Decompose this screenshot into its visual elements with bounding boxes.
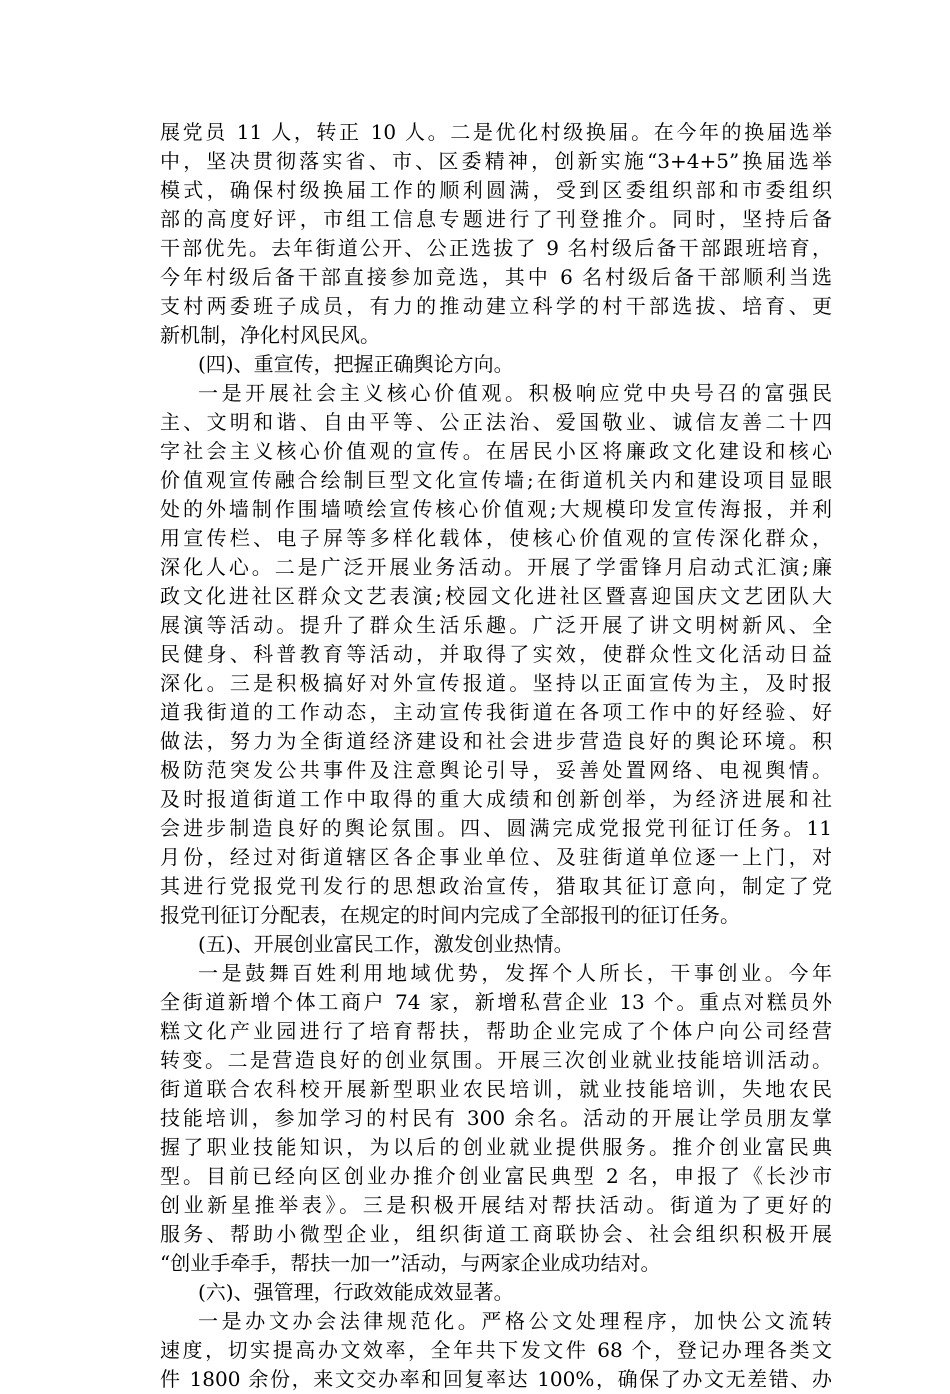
text-line: 握了职业技能知识，为以后的创业就业提供服务。推介创业富民典 bbox=[160, 1135, 832, 1159]
text-line: 型。目前已经向区创业办推介创业富民典型 2 名，申报了《长沙市 bbox=[160, 1164, 832, 1188]
text-line: 街道联合农科校开展新型职业农民培训，就业技能培训，失地农民 bbox=[160, 1077, 832, 1101]
section-heading: (四)、重宣传，把握正确舆论方向。 bbox=[198, 352, 514, 376]
text-line: 及时报道街道工作中取得的重大成绩和创新创举，为经济进展和社 bbox=[160, 787, 832, 811]
text-line: 处的外墙制作围墙喷绘宣传核心价值观;大规模印发宣传海报，并利 bbox=[160, 497, 832, 521]
text-line: 模式，确保村级换届工作的顺利圆满，受到区委组织部和市委组织 bbox=[160, 178, 832, 202]
text-line: 服务、帮助小微型企业，组织街道工商联协会、社会组织积极开展 bbox=[160, 1222, 832, 1246]
text-line: 其进行党报党刊发行的思想政治宣传，猎取其征订意向，制定了党 bbox=[160, 874, 832, 898]
text-line: 一是办文办会法律规范化。严格公文处理程序，加快公文流转 bbox=[198, 1309, 832, 1333]
text-line: 展党员 11 人，转正 10 人。二是优化村级换届。在今年的换届选举 bbox=[160, 120, 832, 144]
text-line: 创业新星推举表》。三是积极开展结对帮扶活动。街道为了更好的 bbox=[160, 1193, 832, 1217]
text-line: 字社会主义核心价值观的宣传。在居民小区将廉政文化建设和核心 bbox=[160, 439, 832, 463]
text-line: 一是开展社会主义核心价值观。积极响应党中央号召的富强民 bbox=[198, 381, 832, 405]
section-heading: (五)、开展创业富民工作，激发创业热情。 bbox=[198, 932, 574, 956]
text-line: 做法，努力为全街道经济建设和社会进步营造良好的舆论环境。积 bbox=[160, 729, 832, 753]
text-line: 报党刊征订分配表，在规定的时间内完成了全部报刊的征订任务。 bbox=[160, 903, 740, 927]
text-line: 深化。三是积极搞好对外宣传报道。坚持以正面宣传为主，及时报 bbox=[160, 671, 832, 695]
text-line: 极防范突发公共事件及注意舆论引导，妥善处置网络、电视舆情。 bbox=[160, 758, 832, 782]
text-line: 月份，经过对街道辖区各企事业单位、及驻街道单位逐一上门，对 bbox=[160, 845, 832, 869]
text-line: 用宣传栏、电子屏等多样化载体，使核心价值观的宣传深化群众， bbox=[160, 526, 832, 550]
text-line: 转变。二是营造良好的创业氛围。开展三次创业就业技能培训活动。 bbox=[160, 1048, 832, 1072]
text-line: 政文化进社区群众文艺表演;校园文化进社区暨喜迎国庆文艺团队大 bbox=[160, 584, 832, 608]
text-line: 道我街道的工作动态，主动宣传我街道在各项工作中的好经验、好 bbox=[160, 700, 832, 724]
text-line: 深化人心。二是广泛开展业务活动。开展了学雷锋月启动式汇演;廉 bbox=[160, 555, 832, 579]
text-line: 一是鼓舞百姓利用地域优势，发挥个人所长，干事创业。今年 bbox=[198, 961, 832, 985]
text-line: 民健身、科普教育等活动，并取得了实效，使群众性文化活动日益 bbox=[160, 642, 832, 666]
text-line: 会进步制造良好的舆论氛围。四、圆满完成党报党刊征订任务。11 bbox=[160, 816, 832, 840]
text-line: 中，坚决贯彻落实省、市、区委精神，创新实施“3+4+5”换届选举 bbox=[160, 149, 832, 173]
text-line: 今年村级后备干部直接参加竞选，其中 6 名村级后备干部顺利当选 bbox=[160, 265, 832, 289]
text-line: 速度，切实提高办文效率，全年共下发文件 68 个，登记办理各类文 bbox=[160, 1338, 832, 1362]
section-heading: (六)、强管理，行政效能成效显著。 bbox=[198, 1280, 514, 1304]
text-line: 支村两委班子成员，有力的推动建立科学的村干部选拔、培育、更 bbox=[160, 294, 832, 318]
text-line: 糕文化产业园进行了培育帮扶，帮助企业完成了个体户向公司经营 bbox=[160, 1019, 832, 1043]
text-line: 展演等活动。提升了群众生活乐趣。广泛开展了讲文明树新风、全 bbox=[160, 613, 832, 637]
text-line: 价值观宣传融合绘制巨型文化宣传墙;在街道机关内和建设项目显眼 bbox=[160, 468, 832, 492]
text-line: 主、文明和谐、自由平等、公正法治、爱国敬业、诚信友善二十四 bbox=[160, 410, 832, 434]
text-line: 全街道新增个体工商户 74 家，新增私营企业 13 个。重点对糕员外 bbox=[160, 990, 832, 1014]
text-line: 部的高度好评，市组工信息专题进行了刊登推介。同时，坚持后备 bbox=[160, 207, 832, 231]
text-line: “创业手牵手，帮扶一加一”活动，与两家企业成功结对。 bbox=[160, 1251, 661, 1275]
text-line: 件 1800 余份，来文交办率和回复率达 100%，确保了办文无差错、办 bbox=[160, 1367, 832, 1391]
text-line: 干部优先。去年街道公开、公正选拔了 9 名村级后备干部跟班培育， bbox=[160, 236, 832, 260]
text-line: 技能培训，参加学习的村民有 300 余名。活动的开展让学员朋友掌 bbox=[160, 1106, 832, 1130]
text-line: 新机制，净化村风民风。 bbox=[160, 323, 380, 347]
document-body bbox=[160, 118, 832, 1394]
